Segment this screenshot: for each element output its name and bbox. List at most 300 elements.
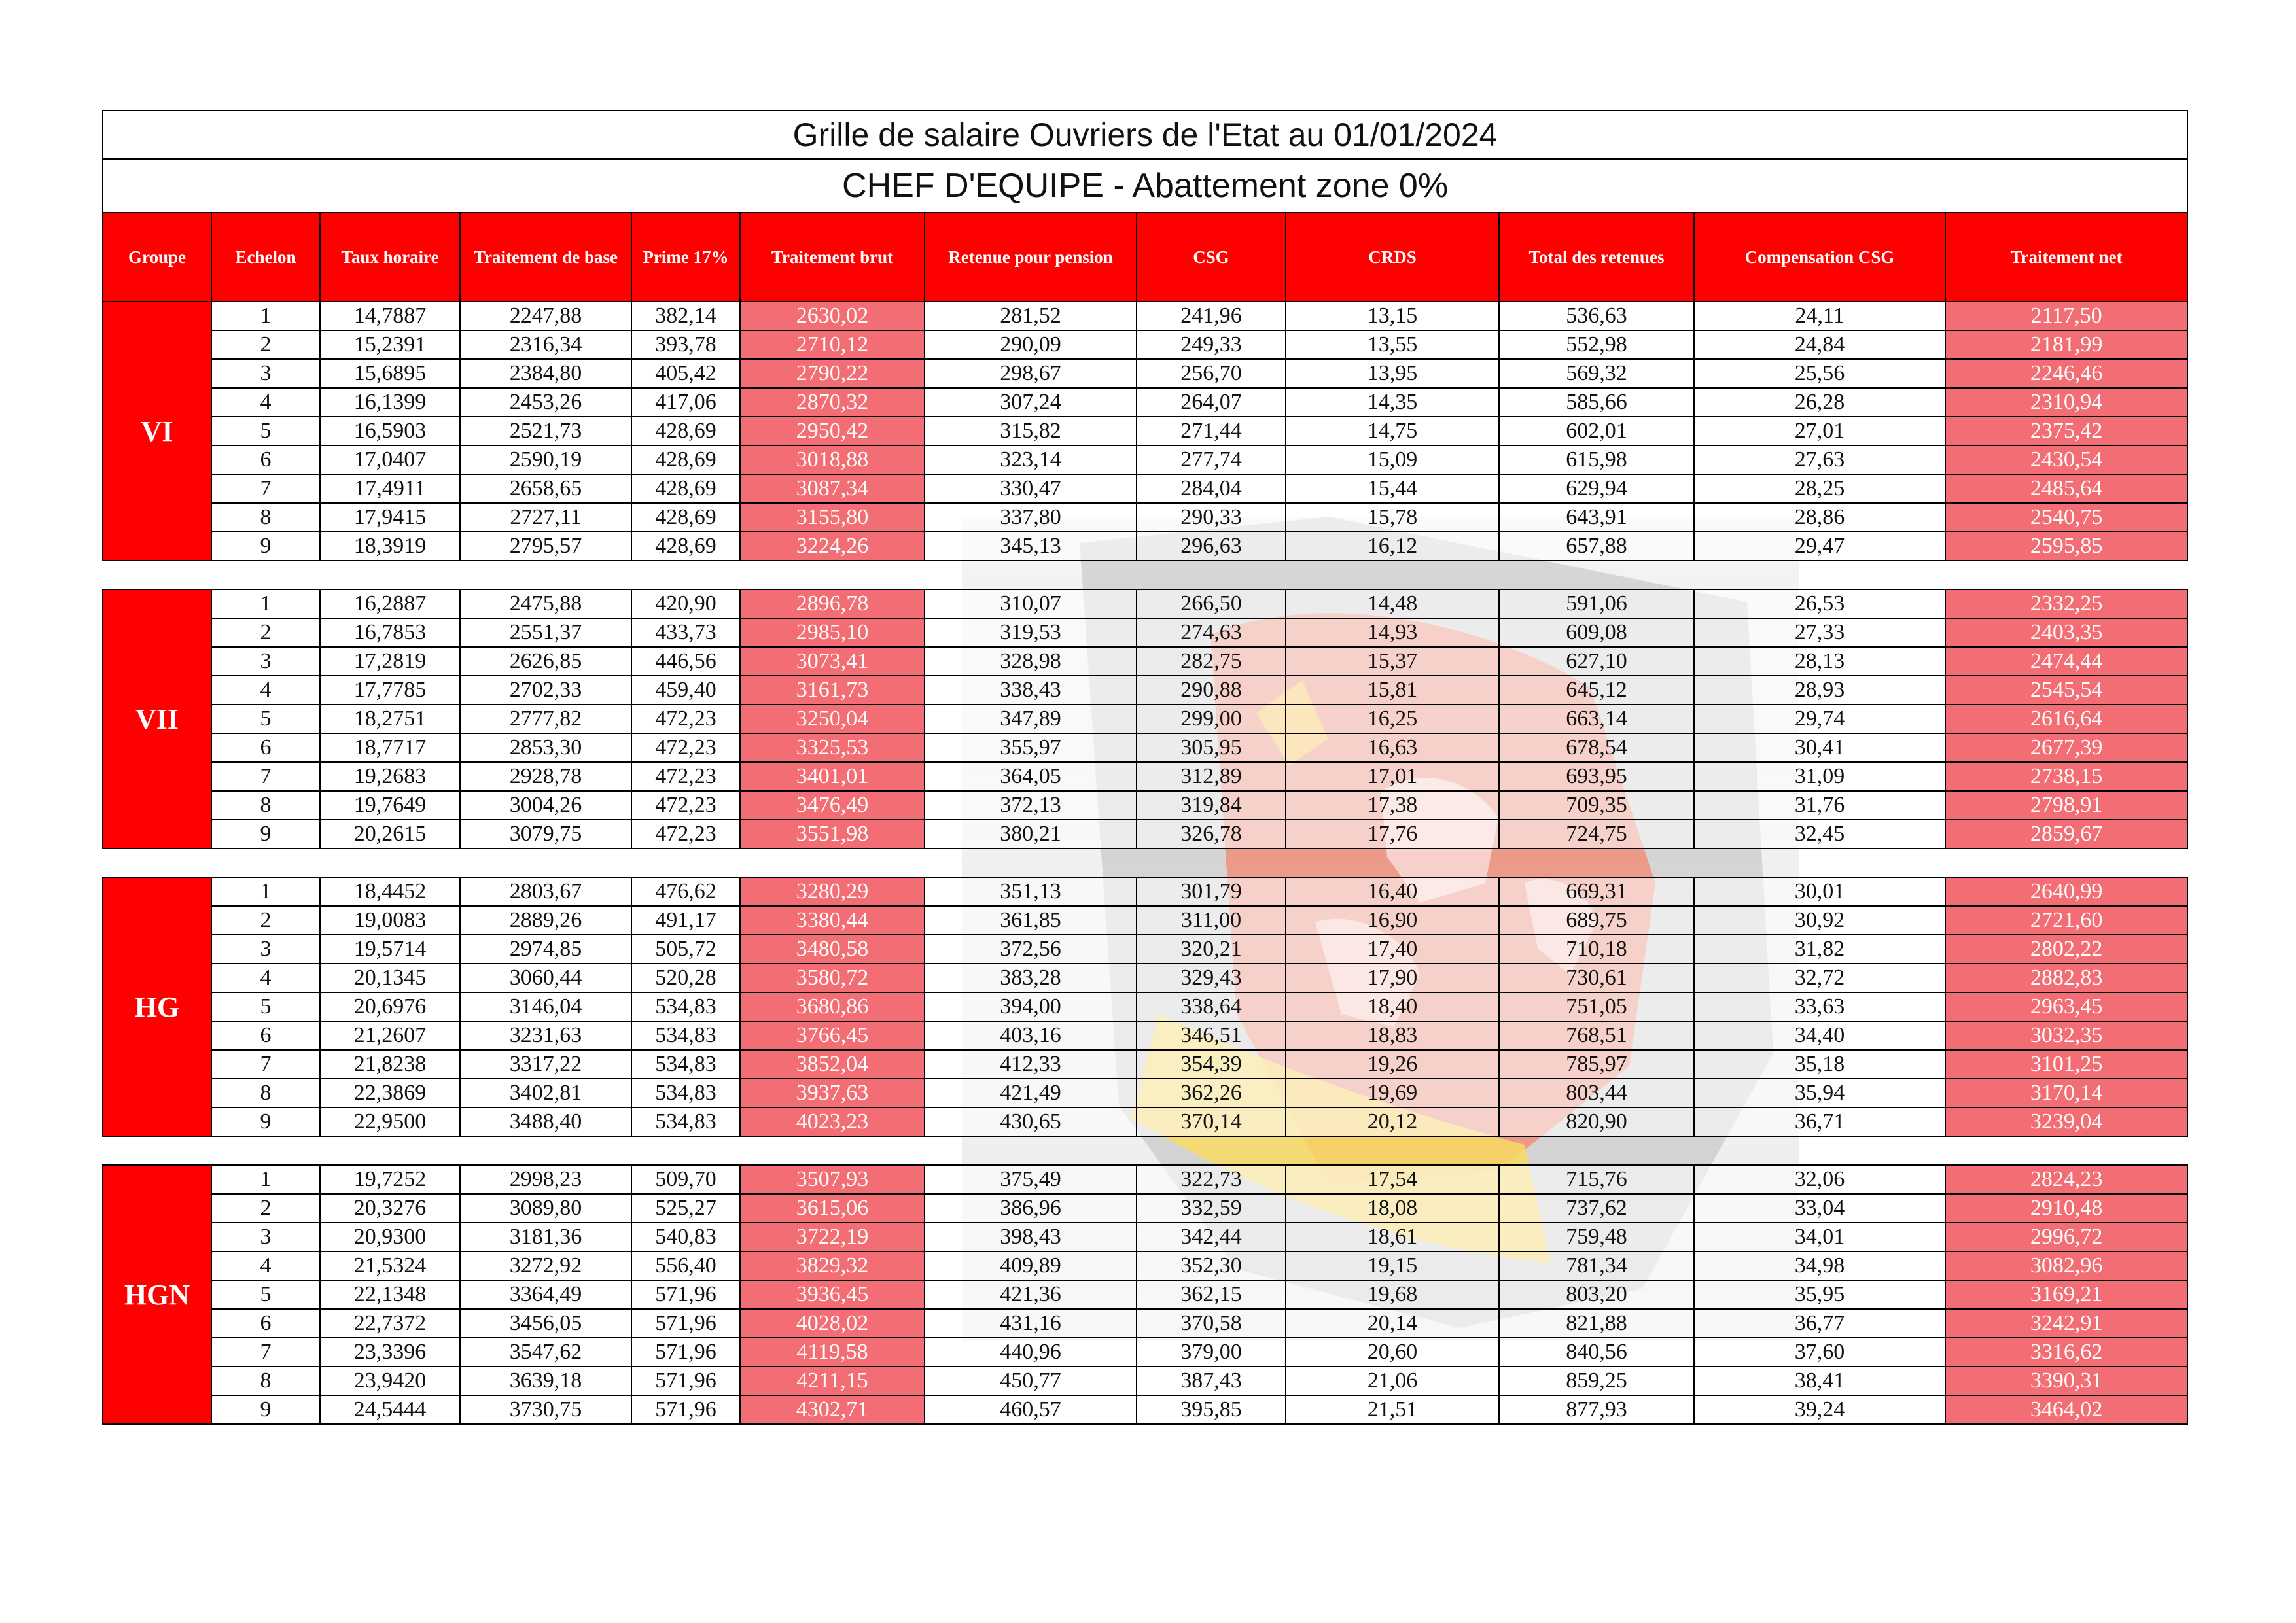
cell-traitement-brut: 3476,49: [740, 791, 925, 820]
cell-taux-horaire: 15,6895: [320, 359, 460, 388]
cell-compensation-csg: 37,60: [1694, 1338, 1945, 1367]
cell-retenue-pension: 355,97: [925, 733, 1137, 762]
cell-total-retenues: 689,75: [1499, 906, 1694, 935]
cell-retenue-pension: 307,24: [925, 388, 1137, 417]
cell-taux-horaire: 18,4452: [320, 877, 460, 906]
cell-echelon: 3: [211, 1223, 320, 1251]
cell-csg: 305,95: [1137, 733, 1286, 762]
cell-traitement-brut: 2950,42: [740, 417, 925, 445]
cell-traitement-brut: 2870,32: [740, 388, 925, 417]
cell-prime: 382,14: [631, 302, 740, 330]
cell-echelon: 8: [211, 1079, 320, 1108]
cell-crds: 16,90: [1286, 906, 1499, 935]
cell-traitement-de-base: 3547,62: [460, 1338, 631, 1367]
cell-echelon: 4: [211, 964, 320, 992]
table-row: [103, 417, 2187, 445]
cell-traitement-de-base: 2974,85: [460, 935, 631, 964]
cell-traitement-net: 2246,46: [1945, 359, 2187, 388]
cell-traitement-de-base: 2853,30: [460, 733, 631, 762]
cell-echelon: 8: [211, 503, 320, 532]
page-subtitle: CHEF D'EQUIPE - Abattement zone 0%: [103, 159, 2187, 213]
cell-traitement-net: 2595,85: [1945, 532, 2187, 561]
cell-csg: 370,58: [1137, 1309, 1286, 1338]
table-row: [103, 445, 2187, 474]
cell-prime: 446,56: [631, 647, 740, 676]
cell-total-retenues: 709,35: [1499, 791, 1694, 820]
cell-echelon: 1: [211, 302, 320, 330]
cell-crds: 21,51: [1286, 1395, 1499, 1424]
cell-echelon: 6: [211, 1309, 320, 1338]
cell-csg: 249,33: [1137, 330, 1286, 359]
cell-prime: 540,83: [631, 1223, 740, 1251]
cell-retenue-pension: 440,96: [925, 1338, 1137, 1367]
table-row: [103, 762, 2187, 791]
table-row: [103, 1108, 2187, 1136]
cell-traitement-brut: 3380,44: [740, 906, 925, 935]
cell-csg: 256,70: [1137, 359, 1286, 388]
cell-echelon: 5: [211, 417, 320, 445]
cell-compensation-csg: 30,92: [1694, 906, 1945, 935]
cell-traitement-de-base: 3181,36: [460, 1223, 631, 1251]
cell-crds: 19,68: [1286, 1280, 1499, 1309]
cell-prime: 428,69: [631, 417, 740, 445]
cell-retenue-pension: 398,43: [925, 1223, 1137, 1251]
cell-total-retenues: 803,44: [1499, 1079, 1694, 1108]
cell-crds: 21,06: [1286, 1367, 1499, 1395]
cell-taux-horaire: 20,1345: [320, 964, 460, 992]
salary-table-body: [103, 302, 2187, 1424]
cell-crds: 20,60: [1286, 1338, 1499, 1367]
cell-csg: 329,43: [1137, 964, 1286, 992]
cell-csg: 301,79: [1137, 877, 1286, 906]
cell-csg: 284,04: [1137, 474, 1286, 503]
cell-traitement-brut: 4211,15: [740, 1367, 925, 1395]
salary-table: [102, 110, 2188, 1425]
table-row: [103, 1309, 2187, 1338]
cell-crds: 16,12: [1286, 532, 1499, 561]
cell-csg: 277,74: [1137, 445, 1286, 474]
cell-retenue-pension: 412,33: [925, 1050, 1137, 1079]
col-header-csg: CSG: [1137, 213, 1286, 302]
cell-crds: 19,15: [1286, 1251, 1499, 1280]
cell-csg: 352,30: [1137, 1251, 1286, 1280]
cell-echelon: 1: [211, 1165, 320, 1194]
cell-prime: 534,83: [631, 1079, 740, 1108]
cell-traitement-net: 3390,31: [1945, 1367, 2187, 1395]
cell-retenue-pension: 403,16: [925, 1021, 1137, 1050]
cell-retenue-pension: 364,05: [925, 762, 1137, 791]
cell-retenue-pension: 421,36: [925, 1280, 1137, 1309]
cell-compensation-csg: 29,74: [1694, 705, 1945, 733]
table-row: [103, 791, 2187, 820]
cell-echelon: 4: [211, 1251, 320, 1280]
table-row: [103, 532, 2187, 561]
cell-traitement-de-base: 3402,81: [460, 1079, 631, 1108]
cell-taux-horaire: 23,9420: [320, 1367, 460, 1395]
cell-traitement-net: 2474,44: [1945, 647, 2187, 676]
cell-traitement-net: 2677,39: [1945, 733, 2187, 762]
col-header-traitement-net: Traitement net: [1945, 213, 2187, 302]
cell-compensation-csg: 31,82: [1694, 935, 1945, 964]
cell-crds: 16,63: [1286, 733, 1499, 762]
cell-retenue-pension: 375,49: [925, 1165, 1137, 1194]
cell-compensation-csg: 35,94: [1694, 1079, 1945, 1108]
table-row: [103, 503, 2187, 532]
group-label: HG: [103, 877, 211, 1136]
cell-retenue-pension: 380,21: [925, 820, 1137, 848]
cell-traitement-de-base: 2803,67: [460, 877, 631, 906]
cell-retenue-pension: 361,85: [925, 906, 1137, 935]
cell-retenue-pension: 386,96: [925, 1194, 1137, 1223]
group-spacer-cell: [103, 561, 2187, 589]
cell-csg: 266,50: [1137, 589, 1286, 618]
cell-csg: 332,59: [1137, 1194, 1286, 1223]
cell-taux-horaire: 19,0083: [320, 906, 460, 935]
cell-taux-horaire: 21,8238: [320, 1050, 460, 1079]
cell-prime: 405,42: [631, 359, 740, 388]
cell-traitement-brut: 3161,73: [740, 676, 925, 705]
cell-traitement-net: 2485,64: [1945, 474, 2187, 503]
cell-crds: 18,83: [1286, 1021, 1499, 1050]
cell-retenue-pension: 319,53: [925, 618, 1137, 647]
cell-taux-horaire: 22,7372: [320, 1309, 460, 1338]
cell-compensation-csg: 24,84: [1694, 330, 1945, 359]
cell-traitement-brut: 2630,02: [740, 302, 925, 330]
cell-csg: 395,85: [1137, 1395, 1286, 1424]
cell-retenue-pension: 290,09: [925, 330, 1137, 359]
cell-traitement-net: 3242,91: [1945, 1309, 2187, 1338]
cell-prime: 472,23: [631, 733, 740, 762]
table-row: [103, 1367, 2187, 1395]
cell-traitement-brut: 2896,78: [740, 589, 925, 618]
cell-traitement-brut: 3937,63: [740, 1079, 925, 1108]
cell-echelon: 2: [211, 1194, 320, 1223]
cell-taux-horaire: 21,2607: [320, 1021, 460, 1050]
cell-total-retenues: 552,98: [1499, 330, 1694, 359]
cell-total-retenues: 785,97: [1499, 1050, 1694, 1079]
cell-traitement-net: 2798,91: [1945, 791, 2187, 820]
cell-traitement-de-base: 2626,85: [460, 647, 631, 676]
cell-total-retenues: 715,76: [1499, 1165, 1694, 1194]
cell-total-retenues: 591,06: [1499, 589, 1694, 618]
cell-crds: 14,93: [1286, 618, 1499, 647]
cell-traitement-brut: 3250,04: [740, 705, 925, 733]
cell-traitement-net: 2859,67: [1945, 820, 2187, 848]
cell-traitement-brut: 2710,12: [740, 330, 925, 359]
cell-crds: 17,38: [1286, 791, 1499, 820]
cell-traitement-brut: 3155,80: [740, 503, 925, 532]
cell-retenue-pension: 328,98: [925, 647, 1137, 676]
cell-taux-horaire: 20,6976: [320, 992, 460, 1021]
cell-traitement-net: 2824,23: [1945, 1165, 2187, 1194]
cell-prime: 556,40: [631, 1251, 740, 1280]
table-row: [103, 906, 2187, 935]
cell-traitement-net: 2721,60: [1945, 906, 2187, 935]
table-row: [103, 1165, 2187, 1194]
cell-traitement-net: 3101,25: [1945, 1050, 2187, 1079]
table-row: [103, 330, 2187, 359]
cell-traitement-de-base: 2316,34: [460, 330, 631, 359]
cell-prime: 505,72: [631, 935, 740, 964]
cell-traitement-net: 2738,15: [1945, 762, 2187, 791]
table-row: [103, 1194, 2187, 1223]
cell-echelon: 8: [211, 1367, 320, 1395]
cell-taux-horaire: 16,2887: [320, 589, 460, 618]
cell-traitement-de-base: 2551,37: [460, 618, 631, 647]
cell-csg: 296,63: [1137, 532, 1286, 561]
cell-traitement-de-base: 2727,11: [460, 503, 631, 532]
table-row: [103, 302, 2187, 330]
cell-retenue-pension: 315,82: [925, 417, 1137, 445]
cell-traitement-net: 3170,14: [1945, 1079, 2187, 1108]
salary-sheet: [102, 110, 2187, 1425]
table-row: [103, 964, 2187, 992]
table-row: [103, 1021, 2187, 1050]
cell-traitement-net: 2802,22: [1945, 935, 2187, 964]
cell-prime: 428,69: [631, 474, 740, 503]
cell-traitement-net: 2181,99: [1945, 330, 2187, 359]
cell-total-retenues: 781,34: [1499, 1251, 1694, 1280]
cell-csg: 320,21: [1137, 935, 1286, 964]
col-header-retenue-pension: Retenue pour pension: [925, 213, 1137, 302]
cell-traitement-net: 2882,83: [1945, 964, 2187, 992]
cell-retenue-pension: 347,89: [925, 705, 1137, 733]
cell-traitement-brut: 3507,93: [740, 1165, 925, 1194]
cell-total-retenues: 602,01: [1499, 417, 1694, 445]
cell-csg: 362,26: [1137, 1079, 1286, 1108]
cell-taux-horaire: 16,1399: [320, 388, 460, 417]
cell-traitement-net: 3082,96: [1945, 1251, 2187, 1280]
cell-csg: 379,00: [1137, 1338, 1286, 1367]
cell-traitement-brut: 3680,86: [740, 992, 925, 1021]
group-label: HGN: [103, 1165, 211, 1424]
cell-total-retenues: 710,18: [1499, 935, 1694, 964]
cell-compensation-csg: 36,77: [1694, 1309, 1945, 1338]
cell-taux-horaire: 23,3396: [320, 1338, 460, 1367]
cell-compensation-csg: 31,09: [1694, 762, 1945, 791]
group-spacer: [103, 1136, 2187, 1165]
cell-crds: 19,26: [1286, 1050, 1499, 1079]
cell-echelon: 9: [211, 532, 320, 561]
cell-taux-horaire: 17,0407: [320, 445, 460, 474]
cell-taux-horaire: 22,9500: [320, 1108, 460, 1136]
cell-traitement-de-base: 2453,26: [460, 388, 631, 417]
table-row: [103, 618, 2187, 647]
cell-compensation-csg: 28,13: [1694, 647, 1945, 676]
cell-traitement-net: 2375,42: [1945, 417, 2187, 445]
cell-compensation-csg: 35,95: [1694, 1280, 1945, 1309]
cell-traitement-brut: 3325,53: [740, 733, 925, 762]
cell-traitement-de-base: 3488,40: [460, 1108, 631, 1136]
table-row: [103, 1223, 2187, 1251]
cell-traitement-net: 2332,25: [1945, 589, 2187, 618]
table-row: [103, 733, 2187, 762]
cell-traitement-net: 2117,50: [1945, 302, 2187, 330]
cell-taux-horaire: 20,3276: [320, 1194, 460, 1223]
cell-total-retenues: 669,31: [1499, 877, 1694, 906]
cell-taux-horaire: 16,7853: [320, 618, 460, 647]
col-header-prime: Prime 17%: [631, 213, 740, 302]
cell-echelon: 6: [211, 445, 320, 474]
cell-traitement-de-base: 3146,04: [460, 992, 631, 1021]
cell-prime: 472,23: [631, 820, 740, 848]
cell-prime: 534,83: [631, 1021, 740, 1050]
col-header-groupe: Groupe: [103, 213, 211, 302]
cell-traitement-net: 2640,99: [1945, 877, 2187, 906]
cell-traitement-de-base: 2521,73: [460, 417, 631, 445]
cell-compensation-csg: 34,01: [1694, 1223, 1945, 1251]
cell-compensation-csg: 28,86: [1694, 503, 1945, 532]
col-header-taux-horaire: Taux horaire: [320, 213, 460, 302]
cell-retenue-pension: 298,67: [925, 359, 1137, 388]
page-title: Grille de salaire Ouvriers de l'Etat au 01/01/2024: [103, 111, 2187, 159]
cell-crds: 14,35: [1286, 388, 1499, 417]
table-row: [103, 1338, 2187, 1367]
table-row: [103, 647, 2187, 676]
cell-total-retenues: 645,12: [1499, 676, 1694, 705]
cell-crds: 18,40: [1286, 992, 1499, 1021]
cell-traitement-net: 3239,04: [1945, 1108, 2187, 1136]
cell-traitement-net: 3032,35: [1945, 1021, 2187, 1050]
cell-traitement-brut: 3087,34: [740, 474, 925, 503]
cell-crds: 14,75: [1286, 417, 1499, 445]
cell-taux-horaire: 15,2391: [320, 330, 460, 359]
cell-prime: 428,69: [631, 532, 740, 561]
cell-total-retenues: 657,88: [1499, 532, 1694, 561]
cell-prime: 520,28: [631, 964, 740, 992]
group-spacer-cell: [103, 1136, 2187, 1165]
cell-echelon: 6: [211, 1021, 320, 1050]
cell-echelon: 9: [211, 820, 320, 848]
cell-total-retenues: 730,61: [1499, 964, 1694, 992]
cell-traitement-net: 2996,72: [1945, 1223, 2187, 1251]
cell-crds: 17,40: [1286, 935, 1499, 964]
group-spacer: [103, 561, 2187, 589]
cell-traitement-de-base: 3730,75: [460, 1395, 631, 1424]
cell-compensation-csg: 39,24: [1694, 1395, 1945, 1424]
cell-csg: 354,39: [1137, 1050, 1286, 1079]
cell-compensation-csg: 25,56: [1694, 359, 1945, 388]
table-row: [103, 359, 2187, 388]
cell-echelon: 7: [211, 762, 320, 791]
cell-traitement-net: 2963,45: [1945, 992, 2187, 1021]
cell-csg: 346,51: [1137, 1021, 1286, 1050]
cell-traitement-de-base: 2777,82: [460, 705, 631, 733]
table-row: [103, 474, 2187, 503]
cell-crds: 20,14: [1286, 1309, 1499, 1338]
cell-retenue-pension: 338,43: [925, 676, 1137, 705]
cell-echelon: 3: [211, 647, 320, 676]
cell-taux-horaire: 19,2683: [320, 762, 460, 791]
cell-taux-horaire: 19,5714: [320, 935, 460, 964]
cell-traitement-de-base: 3364,49: [460, 1280, 631, 1309]
cell-csg: 311,00: [1137, 906, 1286, 935]
cell-traitement-brut: 3936,45: [740, 1280, 925, 1309]
cell-total-retenues: 759,48: [1499, 1223, 1694, 1251]
table-row: [103, 1050, 2187, 1079]
cell-compensation-csg: 38,41: [1694, 1367, 1945, 1395]
cell-prime: 525,27: [631, 1194, 740, 1223]
cell-csg: 274,63: [1137, 618, 1286, 647]
cell-traitement-brut: 3073,41: [740, 647, 925, 676]
cell-prime: 571,96: [631, 1395, 740, 1424]
cell-taux-horaire: 21,5324: [320, 1251, 460, 1280]
cell-total-retenues: 569,32: [1499, 359, 1694, 388]
cell-echelon: 2: [211, 618, 320, 647]
table-row: [103, 388, 2187, 417]
cell-taux-horaire: 17,4911: [320, 474, 460, 503]
col-header-traitement-brut: Traitement brut: [740, 213, 925, 302]
cell-compensation-csg: 33,63: [1694, 992, 1945, 1021]
cell-taux-horaire: 22,1348: [320, 1280, 460, 1309]
col-header-compensation-csg: Compensation CSG: [1694, 213, 1945, 302]
cell-csg: 241,96: [1137, 302, 1286, 330]
cell-traitement-brut: 4119,58: [740, 1338, 925, 1367]
cell-prime: 472,23: [631, 791, 740, 820]
cell-traitement-brut: 3480,58: [740, 935, 925, 964]
cell-traitement-net: 2310,94: [1945, 388, 2187, 417]
cell-compensation-csg: 34,98: [1694, 1251, 1945, 1280]
cell-crds: 19,69: [1286, 1079, 1499, 1108]
cell-compensation-csg: 36,71: [1694, 1108, 1945, 1136]
cell-csg: 290,33: [1137, 503, 1286, 532]
cell-crds: 13,15: [1286, 302, 1499, 330]
cell-total-retenues: 803,20: [1499, 1280, 1694, 1309]
cell-csg: 290,88: [1137, 676, 1286, 705]
cell-compensation-csg: 27,63: [1694, 445, 1945, 474]
cell-prime: 459,40: [631, 676, 740, 705]
cell-retenue-pension: 372,13: [925, 791, 1137, 820]
cell-total-retenues: 663,14: [1499, 705, 1694, 733]
cell-total-retenues: 629,94: [1499, 474, 1694, 503]
cell-echelon: 3: [211, 935, 320, 964]
table-row: [103, 589, 2187, 618]
cell-prime: 534,83: [631, 1050, 740, 1079]
cell-crds: 15,81: [1286, 676, 1499, 705]
cell-prime: 509,70: [631, 1165, 740, 1194]
group-label: VI: [103, 302, 211, 561]
table-row: [103, 705, 2187, 733]
cell-taux-horaire: 22,3869: [320, 1079, 460, 1108]
cell-compensation-csg: 32,45: [1694, 820, 1945, 848]
col-header-total-retenues: Total des retenues: [1499, 213, 1694, 302]
cell-traitement-brut: 3401,01: [740, 762, 925, 791]
cell-traitement-net: 2616,64: [1945, 705, 2187, 733]
cell-echelon: 7: [211, 474, 320, 503]
cell-traitement-brut: 2790,22: [740, 359, 925, 388]
cell-crds: 14,48: [1286, 589, 1499, 618]
cell-traitement-brut: 4302,71: [740, 1395, 925, 1424]
cell-retenue-pension: 345,13: [925, 532, 1137, 561]
cell-crds: 16,25: [1286, 705, 1499, 733]
cell-crds: 18,61: [1286, 1223, 1499, 1251]
cell-csg: 338,64: [1137, 992, 1286, 1021]
cell-csg: 264,07: [1137, 388, 1286, 417]
cell-crds: 17,54: [1286, 1165, 1499, 1194]
cell-crds: 17,01: [1286, 762, 1499, 791]
cell-traitement-de-base: 2384,80: [460, 359, 631, 388]
cell-total-retenues: 877,93: [1499, 1395, 1694, 1424]
cell-taux-horaire: 19,7252: [320, 1165, 460, 1194]
cell-compensation-csg: 32,72: [1694, 964, 1945, 992]
cell-total-retenues: 615,98: [1499, 445, 1694, 474]
cell-compensation-csg: 34,40: [1694, 1021, 1945, 1050]
cell-retenue-pension: 351,13: [925, 877, 1137, 906]
cell-prime: 571,96: [631, 1309, 740, 1338]
cell-retenue-pension: 383,28: [925, 964, 1137, 992]
cell-traitement-brut: 3018,88: [740, 445, 925, 474]
cell-echelon: 4: [211, 388, 320, 417]
